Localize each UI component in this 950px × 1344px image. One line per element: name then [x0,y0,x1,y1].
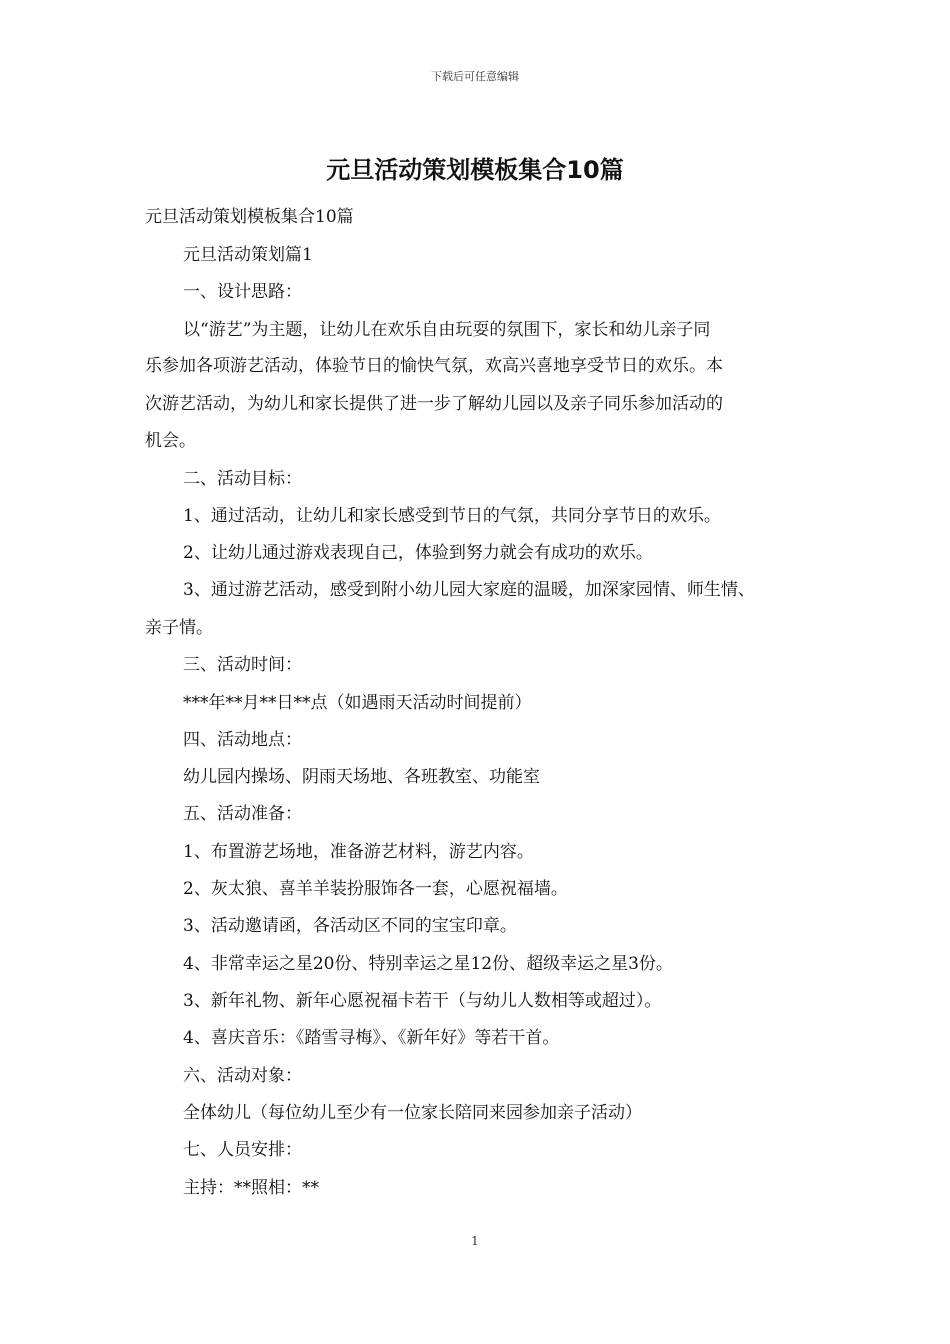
section-heading: 七、人员安排： [183,1140,302,1160]
section-heading: 六、活动对象： [183,1066,302,1086]
section-heading: 元旦活动策划篇1 [183,245,313,265]
list-item: 3、通过游艺活动，感受到附小幼儿园大家庭的温暖，加深家园情、师生情、 [183,580,755,600]
paragraph-line: 乐参加各项游艺活动，体验节日的愉快气氛，欢高兴喜地享受节日的欢乐。本 [145,356,723,376]
page-number: 1 [471,1234,479,1248]
paragraph-line: 次游艺活动，为幼儿和家长提供了进一步了解幼儿园以及亲子同乐参加活动的 [145,394,723,414]
document-title: 元旦活动策划模板集合10篇 [326,156,624,184]
paragraph-line: 全体幼儿（每位幼儿至少有一位家长陪同来园参加亲子活动） [183,1103,642,1123]
section-heading: 四、活动地点： [183,730,302,750]
list-item: 2、灰太狼、喜羊羊装扮服饰各一套，心愿祝福墙。 [183,879,568,899]
doc-subtitle: 元旦活动策划模板集合10篇 [145,207,354,227]
section-heading: 二、活动目标： [183,469,302,489]
section-heading: 五、活动准备： [183,804,302,824]
header-note: 下载后可任意编辑 [431,70,519,83]
paragraph-line: ***年**月**日**点（如遇雨天活动时间提前） [183,693,532,713]
paragraph-line: 主持：**照相：** [183,1178,319,1198]
section-heading: 三、活动时间： [183,655,302,675]
paragraph-line: 以“游艺”为主题，让幼儿在欢乐自由玩耍的氛围下，家长和幼儿亲子同 [183,320,711,340]
list-item: 4、喜庆音乐：《踏雪寻梅》、《新年好》等若干首。 [183,1028,560,1048]
list-item: 2、让幼儿通过游戏表现自己，体验到努力就会有成功的欢乐。 [183,543,653,563]
paragraph-line: 机会。 [145,431,196,451]
section-heading: 一、设计思路： [183,282,302,302]
list-item: 3、新年礼物、新年心愿祝福卡若干（与幼儿人数相等或超过）。 [183,991,662,1011]
list-item: 1、布置游艺场地，准备游艺材料，游艺内容。 [183,842,534,862]
list-item: 1、通过活动，让幼儿和家长感受到节日的气氛，共同分享节日的欢乐。 [183,506,721,526]
paragraph-line: 亲子情。 [145,618,213,638]
list-item: 4、非常幸运之星20份、特别幸运之星12份、超级幸运之星3份。 [183,954,673,974]
list-item: 3、活动邀请函，各活动区不同的宝宝印章。 [183,916,517,936]
paragraph-line: 幼儿园内操场、阴雨天场地、各班教室、功能室 [183,767,540,787]
